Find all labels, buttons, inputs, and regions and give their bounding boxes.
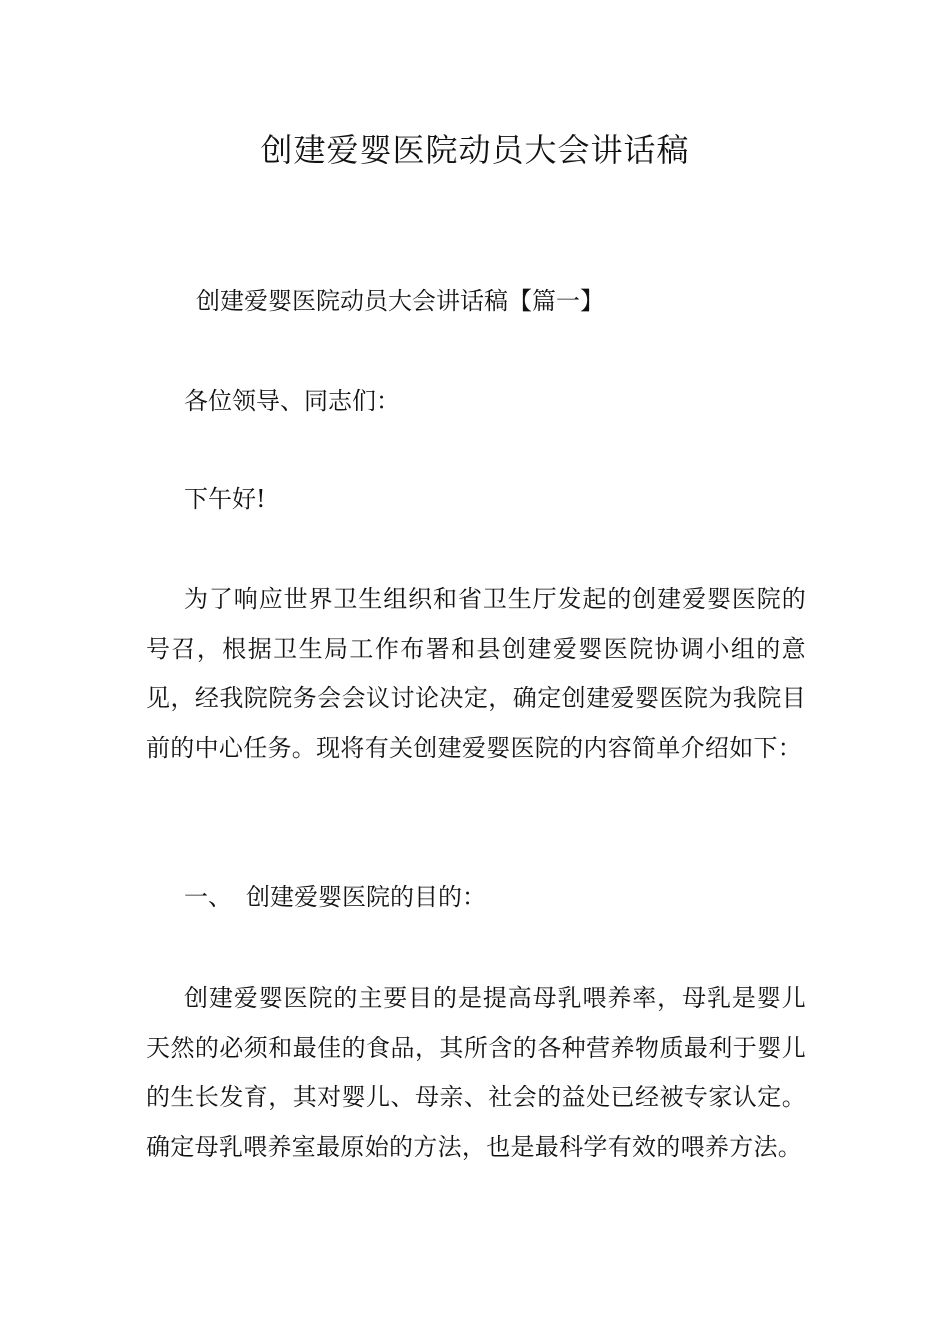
- body-paragraph: 为了响应世界卫生组织和省卫生厅发起的创建爱婴医院的号召，根据卫生局工作布署和县创建爱婴医院协调小组的意见，经我院院务会会议讨论决定，确定创建爱婴医院为我院目前的中心任务。现将有关创建爱婴医院的内容简单介绍如下：: [146, 585, 806, 762]
- section-number: 一、: [184, 883, 232, 911]
- section-heading-text: 创建爱婴医院的目的：: [246, 883, 486, 911]
- greeting: 下午好!: [184, 485, 266, 513]
- salutation: 各位领导、同志们：: [184, 387, 400, 415]
- document-subtitle: 创建爱婴医院动员大会讲话稿【篇一】: [196, 287, 604, 315]
- section-heading: [184, 872, 486, 922]
- body-paragraph: 创建爱婴医院的主要目的是提高母乳喂养率，母乳是婴儿天然的必须和最佳的食品，其所含的各种营养物质最利于婴儿的生长发育，其对婴儿、母亲、社会的益处已经被专家认定。确定母乳喂养室最原始的方法，也是最科学有效的喂养方法。: [146, 984, 806, 1161]
- document-title: 创建爱婴医院动员大会讲话稿: [260, 131, 690, 169]
